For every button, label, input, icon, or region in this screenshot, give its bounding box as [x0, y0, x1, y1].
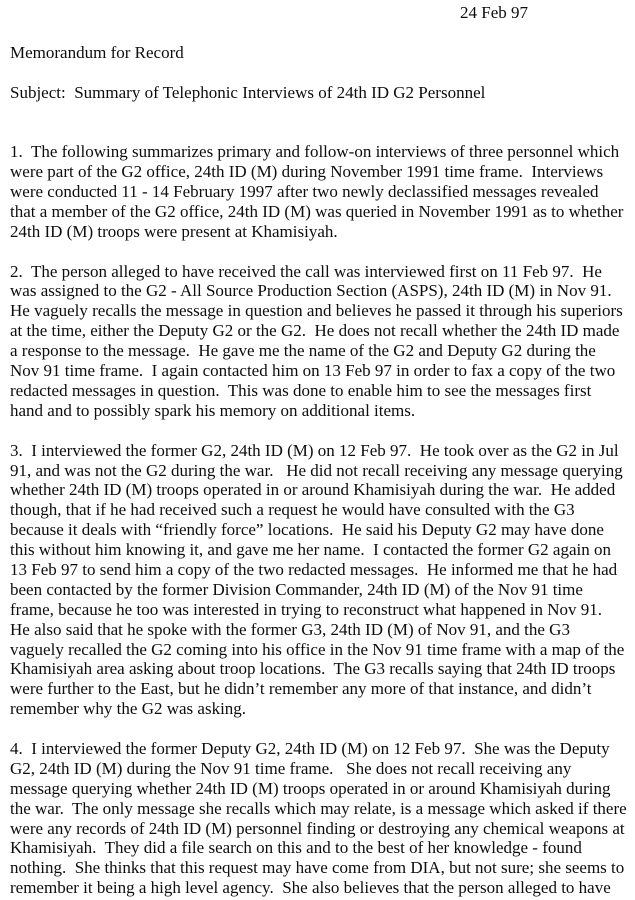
text-line: 4. I interviewed the former Deputy G2, 24th ID (M) on 12 Feb 97. She was the Deputy	[10, 738, 610, 758]
paragraph-3	[10, 441, 625, 719]
text-line: 13 Feb 97 to send him a copy of the two redacted messages. He informed me that he had	[10, 559, 618, 579]
memo-for-record-line: Memorandum for Record	[10, 42, 184, 62]
text-line: He vaguely recalls the message in question and believes he passed it through his superiors	[10, 301, 623, 321]
text-line: frame, because he too was interested in trying to reconstruct what happened in Nov 91.	[10, 599, 602, 619]
paragraph-4	[10, 739, 625, 898]
text-line: Khamisiyah. They did a file search on this and to the best of her knowledge - found	[10, 838, 582, 858]
paragraph-1	[10, 142, 625, 241]
text-line: were conducted 11 - 14 February 1997 after two newly declassified messages revealed	[10, 182, 599, 202]
text-line: 24th ID (M) troops were present at Khamisiyah.	[10, 221, 338, 241]
text-line: whether 24th ID (M) troops operated in or around Khamisiyah during the war. He added	[10, 480, 616, 500]
text-line: that a member of the G2 office, 24th ID (M) was queried in November 1991 as to whether	[10, 201, 624, 221]
text-line: vaguely recalled the G2 coming into his office in the Nov 91 time frame with a map of the	[10, 639, 625, 659]
text-line: were part of the G2 office, 24th ID (M) during November 1991 time frame. Interviews	[10, 162, 604, 182]
text-line: remember why the G2 was asking.	[10, 699, 247, 719]
text-line: G2, 24th ID (M) during the Nov 91 time frame. She does not recall receiving any	[10, 758, 572, 778]
text-line: was assigned to the G2 - All Source Production Section (ASPS), 24th ID (M) in Nov 91.	[10, 281, 612, 301]
text-line: 1. The following summarizes primary and follow-on interviews of three personnel which	[10, 142, 620, 162]
text-line: 91, and was not the G2 during the war. He did not recall receiving any message querying	[10, 460, 623, 480]
text-line: were any records of 24th ID (M) personnel finding or destroying any chemical weapons at	[10, 818, 625, 838]
text-line: hand and to possibly spark his memory on additional items.	[10, 400, 416, 420]
text-line: 2. The person alleged to have received the call was interviewed first on 11 Feb 97. He	[10, 261, 602, 281]
text-line: message querying whether 24th ID (M) troops operated in or around Khamisiyah during	[10, 778, 611, 798]
text-line: the war. The only message she recalls which may relate, is a message which asked if there	[10, 798, 627, 818]
paragraph-2	[10, 262, 625, 421]
text-line: 3. I interviewed the former G2, 24th ID (M) on 12 Feb 97. He took over as the G2 in Jul	[10, 440, 619, 460]
text-line: though, that if he had received such a request he would have consulted with the G3	[10, 500, 575, 520]
text-line: this without him knowing it, and gave me her name. I contacted the former G2 again on	[10, 540, 611, 560]
text-line: were further to the East, but he didn’t remember any more of that instance, and didn’t	[10, 679, 592, 699]
subject-line: Subject: Summary of Telephonic Interviews of 24th ID G2 Personnel	[10, 82, 486, 102]
text-line: nothing. She thinks that this request may have come from DIA, but not sure; she seems to	[10, 858, 625, 878]
text-line: remember it being a high level agency. She also believes that the person alleged to have	[10, 878, 611, 898]
text-line: Nov 91 time frame. I again contacted him on 13 Feb 97 in order to fax a copy of the two	[10, 361, 616, 381]
memo-date: 24 Feb 97	[460, 3, 528, 22]
text-line: been contacted by the former Division Commander, 24th ID (M) of the Nov 91 time	[10, 579, 583, 599]
text-line: redacted messages in question. This was done to enable him to see the messages first	[10, 380, 592, 400]
text-line: He also said that he spoke with the former G3, 24th ID (M) of Nov 91, and the G3	[10, 619, 570, 639]
text-line: at the time, either the Deputy G2 or the G2. He does not recall whether the 24th ID made	[10, 321, 620, 341]
text-line: Khamisiyah area asking about troop locations. The G3 recalls saying that 24th ID troops	[10, 659, 616, 679]
text-line: because it deals with “friendly force” locations. He said his Deputy G2 may have done	[10, 520, 604, 540]
text-line: a response to the message. He gave me the name of the G2 and Deputy G2 during the	[10, 341, 596, 361]
